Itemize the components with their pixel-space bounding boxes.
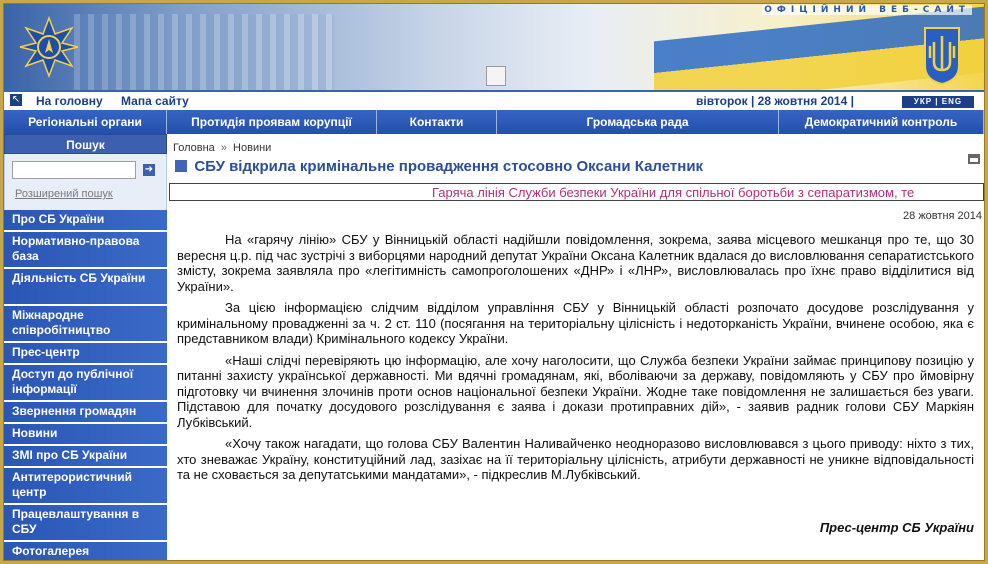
article-paragraph: На «гарячу лінію» СБУ у Вінницькій області надійшли повідомлення, зокрема, заява місцевого мешканця про те, що 30 вересня ц.р. під час зустрічі з виборцями народний депутат України Оксана Калетник вдалася до висловлювання сепаратистського змісту, зокрема заявляла про «легітимність самопроголошених «ДНР» і «ЛНР», висловлювалась про їхнє право відділитися від України». (177, 232, 974, 294)
title-marker-icon (175, 160, 187, 172)
top-subnav (4, 90, 984, 110)
broken-image-icon (486, 66, 506, 86)
left-sidebar (4, 134, 167, 561)
ticker-text[interactable]: Гаряча лінія Служби безпеки України для спільної боротьби з сепаратизмом, те (432, 185, 915, 200)
article-paragraph: За цією інформацією слідчим відділом управління СБУ у Вінницькій області розпочато досудове розслідування у кримінальному провадженні за ч. 2 ст. 110 (посягання на територіальну цілісність і недоторканість України, вчинене особою, яка є представником влади) Кримінального кодексу України. (177, 300, 974, 346)
article-title-row (175, 158, 703, 175)
page-frame (3, 3, 985, 561)
official-site-label: ОФІЦІЙНИЙ ВЕБ-САЙТ (764, 5, 970, 15)
sidebar-item-press-center[interactable]: Прес-центр (4, 343, 167, 365)
sidebar-item-about[interactable]: Про СБ України (4, 210, 167, 232)
search-title: Пошук (4, 134, 167, 154)
sidebar-item-jobs[interactable]: Працевлаштування в СБУ (4, 505, 167, 542)
search-submit-arrow-icon[interactable]: ➜ (144, 164, 154, 175)
article-body (177, 232, 974, 489)
site-header (4, 4, 984, 90)
breadcrumb-separator: » (220, 142, 227, 154)
page-title: СБУ відкрила кримінальне провадження стосовно Оксани Калетник (194, 158, 704, 175)
sidebar-item-public-info[interactable]: Доступ до публічної інформації (4, 365, 167, 402)
current-date: вівторок | 28 жовтня 2014 | (696, 94, 854, 108)
menu-item-anti-corruption[interactable]: Протидія проявам корупції (167, 110, 377, 134)
home-link[interactable]: На головну (36, 94, 103, 108)
advanced-search-link[interactable]: Розширений пошук (15, 188, 113, 200)
breadcrumb-current[interactable]: Новини (233, 142, 272, 154)
news-ticker[interactable] (169, 183, 984, 201)
sbu-shield-emblem-icon[interactable] (18, 16, 80, 78)
sidebar-item-activity[interactable]: Діяльність СБ України (4, 269, 167, 306)
article-paragraph: «Хочу також нагадати, що голова СБУ Валентин Наливайченко неодноразово висловлювався з цього приводу: ніхто з тих, хто зневажає Україну, конституційний лад, зазіхає на її територіальну цілісність, атрибути державності не уникне відповідальності та не сховається за депутатськими мандатами», - підкреслив М.Лубківський. (177, 436, 974, 482)
ukraine-trident-icon (922, 24, 962, 86)
sidebar-item-citizen-appeals[interactable]: Звернення громадян (4, 402, 167, 424)
printer-icon[interactable] (968, 154, 980, 164)
menu-item-regional-bodies[interactable]: Регіональні органи (4, 110, 167, 134)
sidebar-item-legal-base[interactable]: Нормативно-правова база (4, 232, 167, 269)
home-arrow-icon[interactable]: ↖ (11, 94, 21, 105)
sitemap-link[interactable]: Мапа сайту (121, 94, 189, 108)
language-switcher[interactable]: УКР | ENG (902, 96, 974, 108)
sidebar-item-gallery[interactable]: Фотогалерея (4, 542, 167, 561)
menu-item-contacts[interactable]: Контакти (377, 110, 497, 134)
article-signature: Прес-центр СБ України (819, 520, 974, 535)
search-input[interactable] (12, 161, 136, 179)
main-content (167, 134, 984, 561)
breadcrumb-home[interactable]: Головна (173, 142, 215, 154)
main-menu (4, 110, 984, 134)
publication-date: 28 жовтня 2014 (903, 210, 982, 222)
search-panel (4, 154, 167, 210)
article-paragraph: «Наші слідчі перевіряють цю інформацію, але хочу наголосити, що Служба безпеки України займає принципову позицію у питанні захисту української державності. Ми вдячні громадянам, які, вболіваючи за державу, повідомляють у СБУ про ймовірну підготовку чи вчинення злочинів проти основ національної безпеки України. Жодне таке повідомлення не залишається без уваги. Підставою для початку досудового розслідування є заява і докази протиправних дій», - заявив радник голови СБУ Маркіян Лубківський. (177, 352, 974, 430)
header-building-graphic (74, 14, 334, 90)
menu-item-democratic-control[interactable]: Демократичний контроль (779, 110, 984, 134)
menu-item-public-council[interactable]: Громадська рада (497, 110, 779, 134)
sidebar-item-antiterror[interactable]: Антитерористичний центр (4, 468, 167, 505)
sidebar-item-news[interactable]: Новини (4, 424, 167, 446)
sidebar-item-international[interactable]: Міжнародне співробітництво (4, 306, 167, 343)
sidebar-item-media[interactable]: ЗМІ про СБ України (4, 446, 167, 468)
breadcrumb (173, 142, 271, 154)
